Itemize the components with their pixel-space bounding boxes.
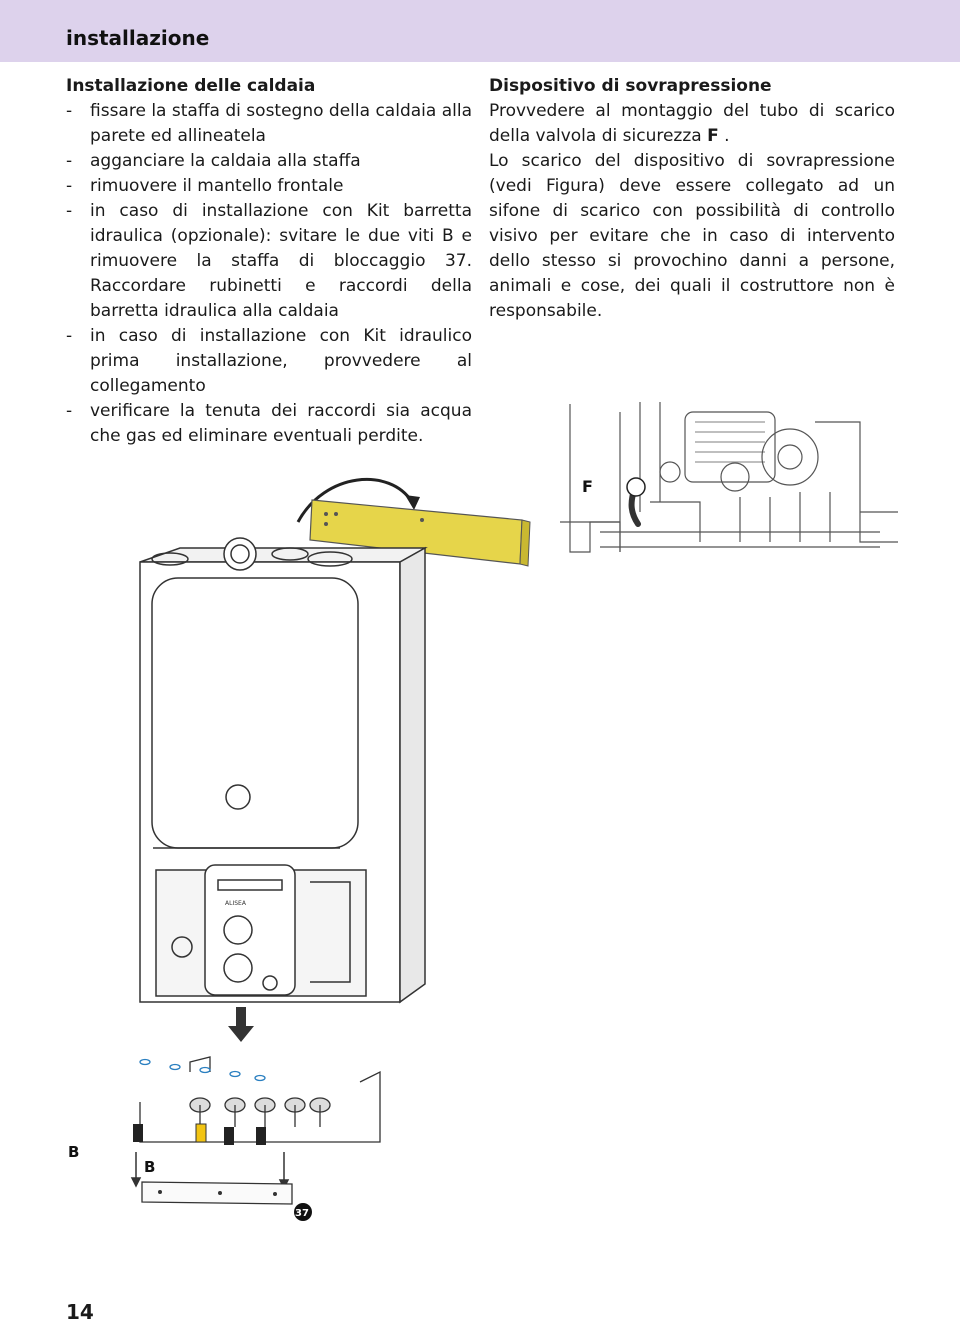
boiler-body <box>140 538 425 1002</box>
label-37: 37 <box>295 1208 309 1219</box>
installation-section <box>66 74 472 449</box>
valve-reference: F <box>707 126 719 146</box>
overpressure-title: Dispositivo di sovrapressione <box>489 76 772 96</box>
list-item: - in caso di installazione con Kit idraulico prima installazione, provvedere al collegamento <box>66 326 472 396</box>
label-f: F <box>582 477 593 496</box>
list-item: - agganciare la caldaia alla staffa <box>66 151 361 171</box>
boiler-brand: ALISEA <box>225 900 246 907</box>
overpressure-para-2: Lo scarico del dispositivo di sovrapressione (vedi Figura) deve essere collegato ad un sifone di scarico con possibilità di controllo visivo per evitare che in caso di intervento dello stesso si provochino danni a persone, animali e cose, dei quali il costruttore non è responsabile. <box>489 151 895 321</box>
down-arrow <box>228 1007 254 1042</box>
installation-title: Installazione delle caldaia <box>66 76 316 96</box>
list-item: - verificare la tenuta dei raccordi sia acqua che gas ed eliminare eventuali perdite. <box>66 401 472 446</box>
valve-detail-figure <box>560 402 898 562</box>
locking-bracket <box>142 1182 292 1204</box>
boiler-installation-figure <box>60 462 560 1232</box>
list-item: - fissare la staffa di sostegno della caldaia alla parete ed allineatela <box>66 101 472 146</box>
label-b-left: B <box>68 1143 80 1161</box>
overpressure-section <box>489 74 895 324</box>
relief-valve <box>627 478 645 496</box>
label-b-right: B <box>144 1158 156 1176</box>
page-section-title: installazione <box>66 26 210 50</box>
page-number: 14 <box>66 1300 94 1324</box>
list-item: - in caso di installazione con Kit barretta idraulica (opzionale): svitare le due viti B e rimuovere la staffa di bloccaggio 37. Raccordare rubinetti e raccordi della barretta idraulica alla caldaia <box>66 201 472 321</box>
list-item: - rimuovere il mantello frontale <box>66 176 344 196</box>
overpressure-para-1: Provvedere al montaggio del tubo di scarico della valvola di sicurezza F . <box>489 101 895 146</box>
